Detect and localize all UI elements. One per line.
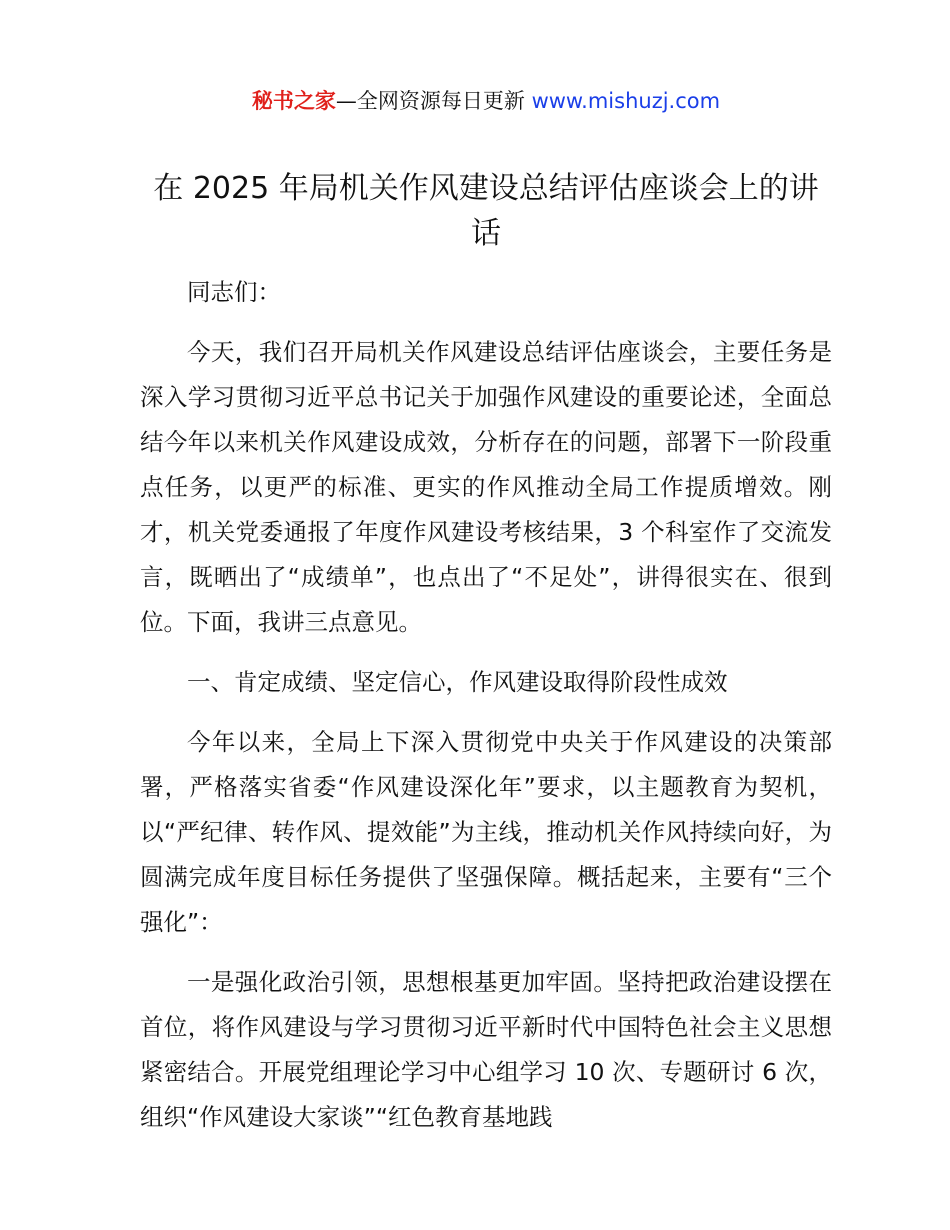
header-tagline: —全网资源每日更新 <box>335 89 525 113</box>
document-title: 在 2025 年局机关作风建设总结评估座谈会上的讲话 <box>153 171 819 251</box>
site-header <box>140 84 832 118</box>
paragraph-intro: 今天，我们召开局机关作风建设总结评估座谈会，主要任务是深入学习贯彻习近平总书记关于加强作风建设的重要论述，全面总结今年以来机关作风建设成效，分析存在的问题，部署下一阶段重点任务，以更严的标准、更实的作风推动全局工作提质增效。刚才，机关党委通报了年度作风建设考核结果，3 个科室作了交流发言，既晒出了“成绩单”，也点出了“不足处”，讲得很实在、很到位。下面，我讲三点意见。 <box>140 338 832 636</box>
paragraph-achievements: 今年以来，全局上下深入贯彻党中央关于作风建设的决策部署，严格落实省委“作风建设深化年”要求，以主题教育为契机，以“严纪律、转作风、提效能”为主线，推动机关作风持续向好，为圆满完成年度目标任务提供了坚强保障。概括起来，主要有“三个强化”： <box>140 728 832 936</box>
site-link[interactable]: www.mishuzj.com <box>531 89 721 113</box>
section-heading-1: 一、肯定成绩、坚定信心，作风建设取得阶段性成效 <box>187 668 728 696</box>
brand-name: 秘书之家 <box>251 89 336 113</box>
paragraph-political-guidance: 一是强化政治引领，思想根基更加牢固。坚持把政治建设摆在首位，将作风建设与学习贯彻习近平新时代中国特色社会主义思想紧密结合。开展党组理论学习中心组学习 10 次、专题研讨 6 次，组织“作风建设大家谈”“红色教育基地践 <box>140 968 832 1131</box>
greeting: 同志们： <box>187 278 281 306</box>
